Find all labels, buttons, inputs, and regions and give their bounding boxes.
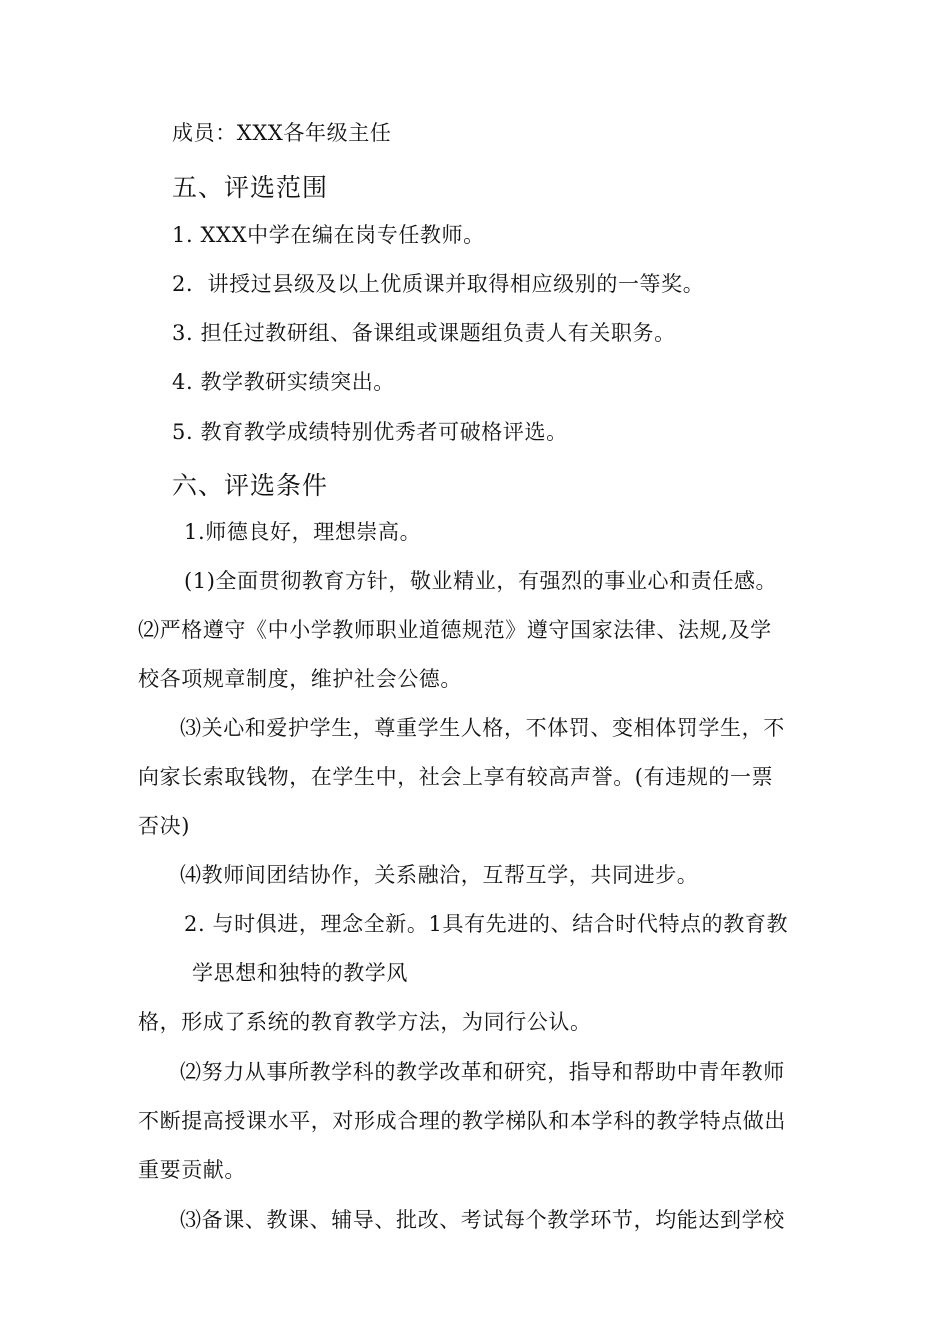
criterion-2-sub-3-line-1: ⑶备课、教课、辅导、批改、考试每个教学环节，均能达到学校 [180,1208,785,1232]
section-6-heading: 六、评选条件 [172,471,329,500]
criterion-1-sub-4: ⑷教师间团结协作，关系融洽，互帮互学，共同进步。 [180,863,699,887]
criterion-1-sub-2-line-2: 校各项规章制度，维护社会公德。 [138,667,462,691]
section-5-item-1: 1. XXX中学在编在岗专任教师。 [172,223,485,247]
section-5-heading: 五、评选范围 [172,173,329,202]
section-5-item-4: 4. 教学教研实绩突出。 [172,370,395,394]
criterion-1-sub-3-line-1: ⑶关心和爱护学生，尊重学生人格，不体罚、变相体罚学生，不 [180,716,785,740]
criterion-2-sub-2-line-1: ⑵努力从事所教学科的教学改革和研究，指导和帮助中青年教师 [180,1060,785,1084]
criterion-2-sub-2-line-2: 不断提高授课水平，对形成合理的教学梯队和本学科的教学特点做出 [138,1109,786,1133]
criterion-1-sub-3-line-2: 向家长索取钱物，在学生中，社会上享有较高声誉。(有违规的一票 [138,765,774,789]
members-line: 成员：XXX各年级主任 [172,121,392,145]
section-5-item-3: 3. 担任过教研组、备课组或课题组负责人有关职务。 [172,321,676,345]
section-5-item-5: 5. 教育教学成绩特别优秀者可破格评选。 [172,420,568,444]
criterion-1-sub-1: (1)全面贯彻教育方针，敬业精业，有强烈的事业心和责任感。 [184,569,778,593]
criterion-1-sub-2-line-1: ⑵严格遵守《中小学教师职业道德规范》遵守国家法律、法规,及学 [138,618,772,642]
section-5-item-2: 2．讲授过县级及以上优质课并取得相应级别的一等奖。 [172,272,705,296]
criterion-2-line-1: 2. 与时俱进，理念全新。1具有先进的、结合时代特点的教育教 [184,912,789,936]
criterion-2-line-2: 学思想和独特的教学风 [192,961,408,985]
criterion-1-title: 1.师德良好，理想崇高。 [184,520,422,544]
criterion-2-line-3: 格，形成了系统的教育教学方法，为同行公认。 [138,1010,592,1034]
criterion-1-sub-3-line-3: 否决) [138,814,190,838]
criterion-2-sub-2-line-3: 重要贡献。 [138,1158,246,1182]
